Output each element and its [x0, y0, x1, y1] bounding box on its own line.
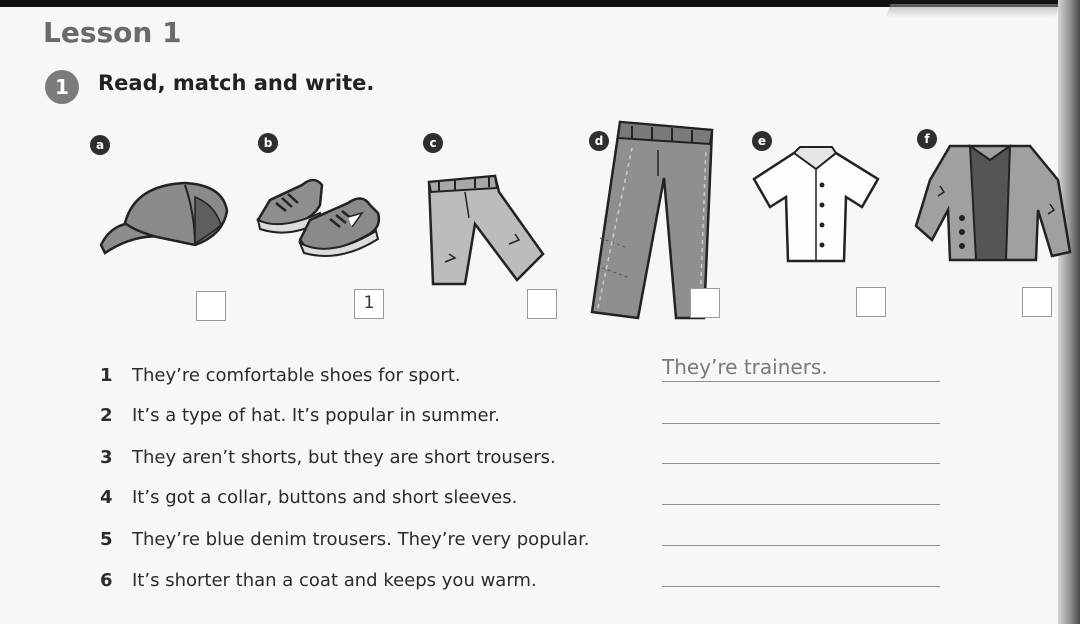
item-letter-f: f: [917, 129, 937, 149]
question-text: They aren’t shorts, but they are short trousers.: [132, 447, 556, 468]
question-row: [100, 529, 590, 555]
exercise-instruction: Read, match and write.: [98, 71, 375, 95]
match-box-d[interactable]: [690, 288, 720, 318]
question-number: 4: [100, 487, 113, 508]
match-box-c[interactable]: [527, 289, 557, 319]
question-row: [100, 487, 517, 513]
answer-line[interactable]: [662, 423, 940, 424]
answer-line[interactable]: [662, 545, 940, 546]
question-text: It’s a type of hat. It’s popular in summer.: [132, 405, 501, 426]
answer-line[interactable]: [662, 504, 940, 505]
match-box-b[interactable]: 1: [354, 289, 384, 319]
question-text: They’re blue denim trousers. They’re very popular.: [132, 529, 590, 550]
jacket-icon: [910, 140, 1075, 265]
question-row: [100, 570, 537, 596]
question-row: [100, 405, 500, 431]
page-binding-edge: [1058, 0, 1080, 624]
cap-icon: [95, 175, 235, 265]
exercise-number: 1: [45, 70, 79, 104]
answer-line[interactable]: [662, 381, 940, 382]
page-corner-shadow: [885, 4, 1060, 18]
question-text: They’re comfortable shoes for sport.: [132, 365, 461, 386]
question-row: [100, 447, 556, 473]
question-number: 5: [100, 529, 113, 550]
answer-text[interactable]: They’re trainers.: [662, 355, 828, 379]
question-number: 2: [100, 405, 113, 426]
item-letter-d: d: [589, 131, 609, 151]
item-letter-b: b: [258, 133, 278, 153]
short-trousers-icon: [425, 162, 550, 287]
question-number: 6: [100, 570, 113, 591]
item-letter-a: a: [90, 135, 110, 155]
question-number: 3: [100, 447, 113, 468]
match-box-a[interactable]: [196, 291, 226, 321]
question-number: 1: [100, 365, 113, 386]
shirt-icon: [750, 145, 885, 265]
trainers-icon: [250, 165, 390, 260]
item-letter-c: c: [423, 133, 443, 153]
answer-line[interactable]: [662, 463, 940, 464]
question-text: It’s shorter than a coat and keeps you warm.: [132, 570, 537, 591]
lesson-title: Lesson 1: [43, 16, 182, 49]
answer-line[interactable]: [662, 586, 940, 587]
question-text: It’s got a collar, buttons and short sleeves.: [132, 487, 518, 508]
item-letter-e: e: [752, 131, 772, 151]
match-box-e[interactable]: [856, 287, 886, 317]
question-row: [100, 365, 461, 391]
match-box-f[interactable]: [1022, 287, 1052, 317]
